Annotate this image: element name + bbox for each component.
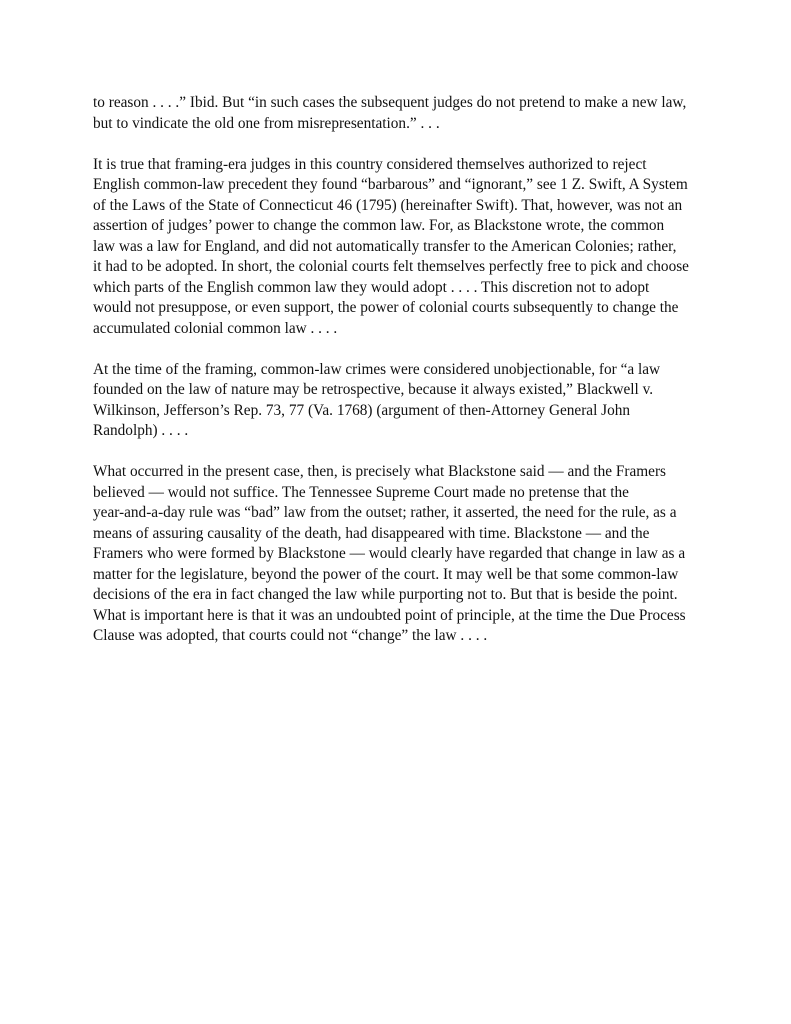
paragraph-common-law-crimes: At the time of the framing, common-law crimes were considered unobjectionable, for “a law founded on the law of nature may be retrospective, because it always existed,” Blackwell v. Wilkinson, Jefferson’s Rep. 73, 77 (Va. 1768) (argument of then-Attorney General John Randolph) . . . . — [93, 360, 661, 439]
document-page — [93, 93, 705, 667]
paragraph-framing-era-judges: It is true that framing-era judges in this country considered themselves authorized to reject English common-law precedent they found “barbarous” and “ignorant,” see 1 Z. Swift, A System of the Laws of the State of Connecticut 46 (1795) (hereinafter Swift). That, however, was not an assertion of judges’ power to change the common law. For, as Blackstone wrote, the common law was a law for England, and did not automatically transfer to the American Colonies; rather, it had to be adopted. In short, the colonial courts felt themselves perfectly free to pick and choose which parts of the English common law they would adopt . . . . This discretion not to adopt would not presuppose, or even support, the power of colonial courts subsequently to change the accumulated colonial common law . . . . — [93, 155, 689, 337]
paragraph-continued-quote: to reason . . . .” Ibid. But “in such cases the subsequent judges do not pretend to make a new law, but to vindicate the old one from misrepresentation.” . . . — [93, 94, 687, 132]
paragraph-present-case: What occurred in the present case, then, is precisely what Blackstone said — and the Framers believed — would not suffice. The Tennessee Supreme Court made no pretense that the year-and-a-day rule was “bad” law from the outset; rather, it asserted, the need for the rule, as a means of assuring causality of the death, had disappeared with time. Blackstone — and the Framers who were formed by Blackstone — would clearly have regarded that change in law as a matter for the legislature, beyond the power of the court. It may well be that some common-law decisions of the era in fact changed the law while purporting not to. But that is beside the point. What is important here is that it was an undoubted point of principle, at the time the Due Process Clause was adopted, that courts could not “change” the law . . . . — [93, 463, 686, 644]
